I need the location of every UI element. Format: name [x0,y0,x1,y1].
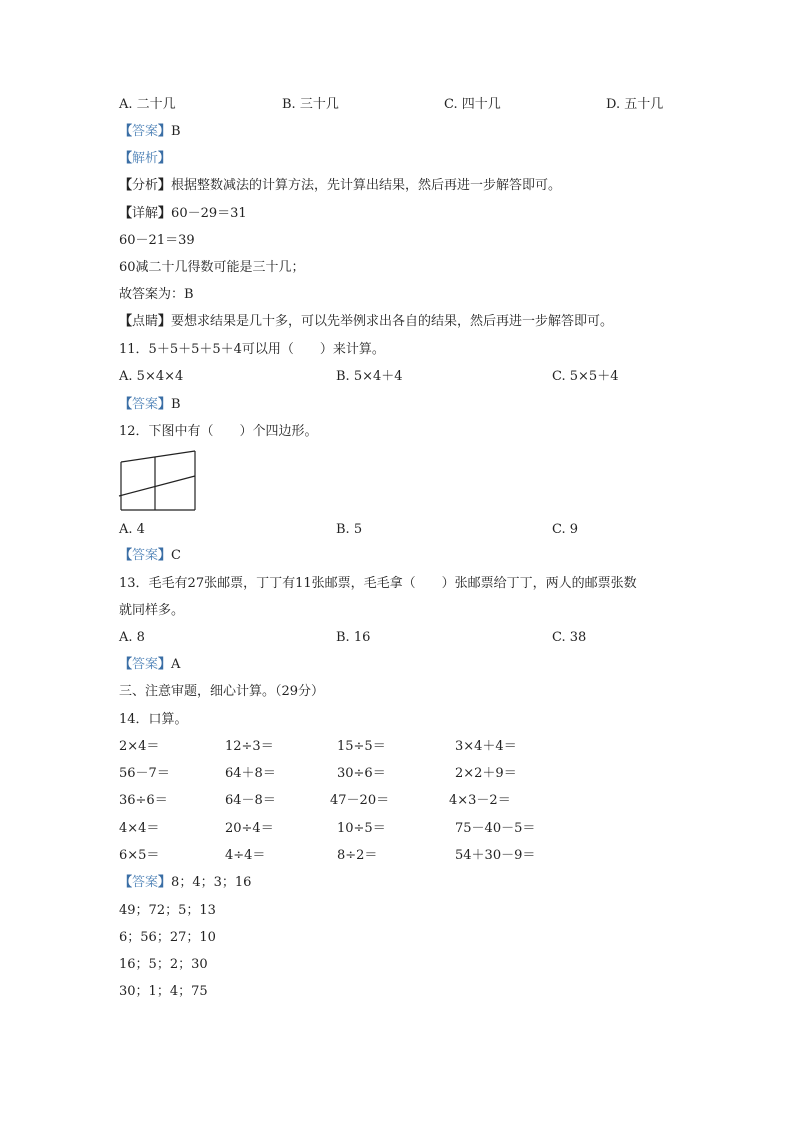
section-3-title: 三、注意审题，细心计算。（29分） [119,684,325,699]
calc-item: 64＋8＝ [225,766,276,781]
q10-analysis-heading: 【解析】 [119,151,172,166]
q14-answer-line: 30；1；4；75 [119,984,208,999]
q12-answer: 【答案】C [119,548,181,563]
q12-option-a: A. 4 [119,522,145,537]
q12-option-c: C. 9 [552,522,579,537]
q14-answer-line: 49；72；5；13 [119,903,216,918]
q10-line4: 故答案为：B [119,287,194,302]
calc-item: 36÷6＝ [119,793,168,808]
q13-option-b: B. 16 [336,630,371,645]
q13-stem-line1: 13．毛毛有27张邮票，丁丁有11张邮票，毛毛拿（ ）张邮票给丁丁，两人的邮票张数 [119,576,637,591]
calc-item: 15÷5＝ [337,739,386,754]
q10-dianjing: 【点睛】要想求结果是几十多，可以先举例求出各自的结果，然后再进一步解答即可。 [119,314,614,329]
q10-xiangjie: 【详解】60－29＝31 [119,206,247,221]
calc-item: 54＋30－9＝ [455,848,536,863]
calc-item: 4÷4＝ [225,848,266,863]
q14-answer-line: 6；56；27；10 [119,930,216,945]
calc-item: 12÷3＝ [225,739,274,754]
calc-item: 47－20＝ [330,793,390,808]
q11-stem: 11．5＋5＋5＋5＋4可以用（ ）来计算。 [119,342,385,357]
q10-fenxi: 【分析】根据整数减法的计算方法，先计算出结果，然后再进一步解答即可。 [119,178,562,193]
calc-item: 4×3－2＝ [449,793,511,808]
calc-item: 64－8＝ [225,793,276,808]
q13-answer: 【答案】A [119,657,181,672]
calc-item: 3×4＋4＝ [455,739,517,754]
q10-line2: 60－21＝39 [119,233,195,248]
q13-stem-line2: 就同样多。 [119,603,185,618]
calc-item: 4×4＝ [119,821,160,836]
q11-option-a: A. 5×4×4 [119,369,184,384]
q14-answer: 【答案】8；4；3；16 [119,875,252,890]
calc-item: 20÷4＝ [225,821,274,836]
calc-item: 10÷5＝ [337,821,386,836]
calc-item: 75－40－5＝ [455,821,536,836]
q10-answer: 【答案】B [119,124,181,139]
q12-stem: 12．下图中有（ ）个四边形。 [119,424,318,439]
q12-option-b: B. 5 [336,522,363,537]
q10-line3: 60减二十几得数可能是三十几； [119,260,305,275]
q11-answer: 【答案】B [119,397,181,412]
q14-answer-line: 16；5；2；30 [119,957,208,972]
q10-option-c: C. 四十几 [444,97,501,112]
calc-item: 56－7＝ [119,766,170,781]
q13-option-c: C. 38 [552,630,587,645]
calc-item: 8÷2＝ [337,848,378,863]
q10-option-b: B. 三十几 [282,97,339,112]
calc-item: 30÷6＝ [337,766,386,781]
q10-option-d: D. 五十几 [606,97,664,112]
q10-option-a: A. 二十几 [119,97,176,112]
q13-option-a: A. 8 [119,630,145,645]
q11-option-b: B. 5×4＋4 [336,369,403,384]
calc-item: 2×4＝ [119,739,160,754]
quadrilateral-figure [116,448,200,514]
calc-item: 2×2＋9＝ [455,766,517,781]
q14-stem: 14．口算。 [119,712,188,727]
q11-option-c: C. 5×5＋4 [552,369,619,384]
calc-item: 6×5＝ [119,848,160,863]
